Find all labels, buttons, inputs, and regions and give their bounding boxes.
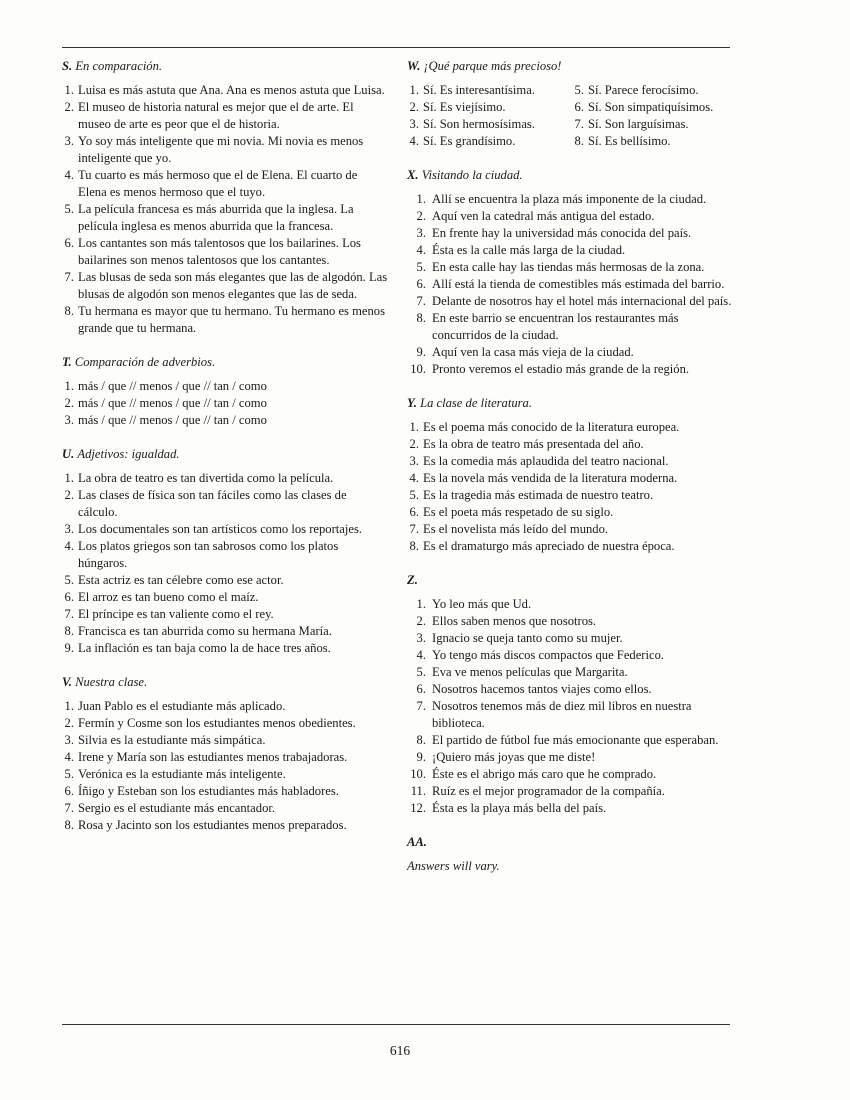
- item-number: 7.: [574, 117, 584, 131]
- list-item: [62, 623, 388, 640]
- item-text: Los cantantes son más talentosos que los bailarines. Los bailarines son menos talentosos que los cantantes.: [78, 236, 361, 267]
- item-text: La obra de teatro es tan divertida como la película.: [78, 471, 334, 485]
- item-text: Las clases de física son tan fáciles como las clases de cálculo.: [78, 488, 347, 519]
- item-text: Verónica es la estudiante más inteligente.: [78, 767, 286, 781]
- list-item: [407, 310, 737, 344]
- item-text: Aquí ven la catedral más antigua del estado.: [432, 209, 655, 223]
- item-number: 7.: [64, 270, 74, 284]
- item-number: 4.: [416, 243, 426, 257]
- answer-list: [407, 596, 737, 817]
- section-z: [407, 572, 737, 817]
- section-u: [62, 446, 388, 657]
- list-item: [407, 538, 737, 555]
- item-text: Los platos griegos son tan sabrosos como los platos húngaros.: [78, 539, 339, 570]
- item-text: Sí. Son hermosísimas.: [423, 117, 535, 131]
- item-text: La película francesa es más aburrida que la inglesa. La película inglesa es menos aburrida que la francesa.: [78, 202, 354, 233]
- item-number: 7.: [64, 801, 74, 815]
- list-item: [62, 817, 388, 834]
- item-number: 8.: [574, 134, 584, 148]
- list-item: [62, 589, 388, 606]
- list-item: [407, 259, 737, 276]
- item-text: Los documentales son tan artísticos como los reportajes.: [78, 522, 362, 536]
- section-title: ¡Qué parque más precioso!: [423, 59, 562, 73]
- item-text: En frente hay la universidad más conocida del país.: [432, 226, 692, 240]
- item-text: Ésta es la calle más larga de la ciudad.: [432, 243, 626, 257]
- item-number: 5.: [574, 83, 584, 97]
- item-text: Es el poeta más respetado de su siglo.: [423, 505, 614, 519]
- list-item: [407, 647, 737, 664]
- item-text: Sí. Es interesantísima.: [423, 83, 535, 97]
- item-number: 8.: [64, 624, 74, 638]
- list-item: [62, 800, 388, 817]
- right-column: [407, 58, 737, 892]
- item-number: 1.: [64, 471, 74, 485]
- list-item: [62, 783, 388, 800]
- list-item: [62, 749, 388, 766]
- bottom-rule: [62, 1024, 730, 1025]
- section-aa: [407, 834, 737, 875]
- list-item: [407, 276, 737, 293]
- item-text: Yo tengo más discos compactos que Federico.: [432, 648, 665, 662]
- answers-note: Answers will vary.: [407, 859, 500, 873]
- list-item: [62, 606, 388, 623]
- item-number: 2.: [416, 209, 426, 223]
- item-number: 7.: [416, 699, 426, 713]
- list-item: [407, 225, 737, 242]
- list-item: [407, 99, 572, 116]
- item-text: Luisa es más astuta que Ana. Ana es menos astuta que Luisa.: [78, 83, 385, 97]
- answer-list: [62, 378, 388, 429]
- item-number: 1.: [64, 83, 74, 97]
- item-number: 6.: [416, 682, 426, 696]
- page-number: 616: [389, 1043, 411, 1058]
- item-number: 9.: [416, 750, 426, 764]
- list-item: [572, 82, 737, 99]
- list-item: [407, 783, 737, 800]
- section-title: Visitando la ciudad.: [421, 168, 523, 182]
- answer-list: [62, 82, 388, 337]
- item-number: 12.: [410, 801, 426, 815]
- list-item: [407, 133, 572, 150]
- item-number: 8.: [416, 733, 426, 747]
- item-number: 3.: [409, 454, 419, 468]
- list-item: [407, 191, 737, 208]
- section-title: Adjetivos: igualdad.: [77, 447, 180, 461]
- section-heading: [407, 395, 737, 412]
- list-item: [62, 715, 388, 732]
- list-item: [407, 681, 737, 698]
- list-item: [407, 453, 737, 470]
- item-number: 1.: [409, 420, 419, 434]
- item-text: Aquí ven la casa más vieja de la ciudad.: [432, 345, 634, 359]
- item-number: 8.: [64, 304, 74, 318]
- item-text: Sí. Son simpatiquísimos.: [588, 100, 714, 114]
- item-text: Es el novelista más leído del mundo.: [423, 522, 609, 536]
- list-item: [62, 133, 388, 167]
- section-letter: T.: [62, 355, 72, 369]
- item-number: 11.: [410, 784, 426, 798]
- section-heading: [62, 674, 388, 691]
- section-title: La clase de literatura.: [420, 396, 532, 410]
- item-number: 5.: [64, 573, 74, 587]
- item-number: 5.: [416, 665, 426, 679]
- item-text: La inflación es tan baja como la de hace tres años.: [78, 641, 331, 655]
- section-letter: S.: [62, 59, 73, 73]
- list-item: [407, 344, 737, 361]
- list-item: [407, 698, 737, 732]
- list-item: [407, 419, 737, 436]
- item-number: 2.: [416, 614, 426, 628]
- section-letter: Y.: [407, 396, 417, 410]
- section-v: [62, 674, 388, 834]
- section-heading: [407, 167, 737, 184]
- item-number: 10.: [410, 362, 426, 376]
- item-number: 8.: [64, 818, 74, 832]
- list-item: [407, 664, 737, 681]
- list-item: [62, 167, 388, 201]
- item-text: En esta calle hay las tiendas más hermosas de la zona.: [432, 260, 705, 274]
- item-text: Sergio es el estudiante más encantador.: [78, 801, 276, 815]
- item-text: Ésta es la playa más bella del país.: [432, 801, 607, 815]
- item-number: 10.: [410, 767, 426, 781]
- list-item: [62, 378, 388, 395]
- item-text: Eva ve menos películas que Margarita.: [432, 665, 628, 679]
- section-heading: [407, 834, 737, 851]
- list-item: [407, 470, 737, 487]
- item-number: 3.: [64, 522, 74, 536]
- item-number: 6.: [409, 505, 419, 519]
- list-item: [572, 116, 737, 133]
- item-number: 3.: [416, 631, 426, 645]
- item-text: Ellos saben menos que nosotros.: [432, 614, 597, 628]
- section-letter: X.: [407, 168, 419, 182]
- list-item: [62, 235, 388, 269]
- answer-list: [407, 191, 737, 378]
- item-text: ¡Quiero más joyas que me diste!: [432, 750, 596, 764]
- list-item: [407, 487, 737, 504]
- item-number: 4.: [64, 168, 74, 182]
- item-number: 4.: [416, 648, 426, 662]
- item-number: 2.: [64, 396, 74, 410]
- section-title: Comparación de adverbios.: [74, 355, 216, 369]
- list-item: [407, 116, 572, 133]
- item-number: 4.: [64, 539, 74, 553]
- item-text: Es la comedia más aplaudida del teatro nacional.: [423, 454, 669, 468]
- item-text: Las blusas de seda son más elegantes que las de algodón. Las blusas de algodón son menos elegantes que las de seda.: [78, 270, 388, 301]
- item-text: Sí. Es viejísimo.: [423, 100, 506, 114]
- item-number: 7.: [64, 607, 74, 621]
- item-number: 1.: [416, 192, 426, 206]
- item-number: 4.: [64, 750, 74, 764]
- list-item: [62, 470, 388, 487]
- section-w-grid: [407, 82, 737, 150]
- section-letter: AA.: [407, 835, 427, 849]
- list-item: [407, 613, 737, 630]
- item-number: 4.: [409, 134, 419, 148]
- list-item: [407, 436, 737, 453]
- section-title: En comparación.: [75, 59, 163, 73]
- section-letter: V.: [62, 675, 72, 689]
- item-text: Es la obra de teatro más presentada del año.: [423, 437, 644, 451]
- list-item: [62, 99, 388, 133]
- list-item: [407, 630, 737, 647]
- item-text: más / que // menos / que // tan / como: [78, 413, 267, 427]
- item-number: 3.: [64, 134, 74, 148]
- item-text: Tu hermana es mayor que tu hermano. Tu hermano es menos grande que tu hermana.: [78, 304, 385, 335]
- section-w-list-left: [407, 82, 572, 150]
- section-letter: U.: [62, 447, 75, 461]
- item-number: 9.: [64, 641, 74, 655]
- item-number: 6.: [416, 277, 426, 291]
- item-text: Nosotros tenemos más de diez mil libros en nuestra biblioteca.: [432, 699, 692, 730]
- list-item: [62, 640, 388, 657]
- item-text: Delante de nosotros hay el hotel más internacional del país.: [432, 294, 732, 308]
- item-text: Yo soy más inteligente que mi novia. Mi novia es menos inteligente que yo.: [78, 134, 364, 165]
- item-text: Sí. Parece ferocísimo.: [588, 83, 699, 97]
- item-text: Es la novela más vendida de la literatura moderna.: [423, 471, 678, 485]
- item-text: Es la tragedia más estimada de nuestro teatro.: [423, 488, 654, 502]
- answer-list: [407, 419, 737, 555]
- item-number: 1.: [64, 699, 74, 713]
- item-number: 5.: [409, 488, 419, 502]
- item-number: 7.: [409, 522, 419, 536]
- item-text: Fermín y Cosme son los estudiantes menos obedientes.: [78, 716, 356, 730]
- item-number: 6.: [64, 784, 74, 798]
- item-number: 3.: [409, 117, 419, 131]
- list-item: [572, 99, 737, 116]
- item-number: 5.: [64, 202, 74, 216]
- right-sections: [407, 167, 737, 817]
- item-text: Es el poema más conocido de la literatura europea.: [423, 420, 680, 434]
- item-text: Allí se encuentra la plaza más imponente de la ciudad.: [432, 192, 707, 206]
- item-number: 3.: [64, 733, 74, 747]
- item-number: 2.: [409, 437, 419, 451]
- item-text: Allí está la tienda de comestibles más estimada del barrio.: [432, 277, 725, 291]
- item-number: 6.: [574, 100, 584, 114]
- item-text: Tu cuarto es más hermoso que el de Elena. El cuarto de Elena es menos hermoso que el tuyo.: [78, 168, 358, 199]
- item-text: Éste es el abrigo más caro que he comprado.: [432, 767, 657, 781]
- item-text: Sí. Es grandísimo.: [423, 134, 516, 148]
- item-text: Yo leo más que Ud.: [432, 597, 532, 611]
- list-item: [407, 732, 737, 749]
- list-item: [407, 749, 737, 766]
- section-heading: [62, 354, 388, 371]
- item-text: Irene y María son las estudiantes menos trabajadoras.: [78, 750, 348, 764]
- section-x: [407, 167, 737, 378]
- list-item: [407, 293, 737, 310]
- list-item: [407, 504, 737, 521]
- list-item: [62, 303, 388, 337]
- item-text: Esta actriz es tan célebre como ese actor.: [78, 573, 284, 587]
- list-item: [62, 521, 388, 538]
- section-heading: [62, 446, 388, 463]
- list-item: [407, 800, 737, 817]
- list-item: [407, 521, 737, 538]
- section-title: Nuestra clase.: [75, 675, 148, 689]
- list-item: [407, 242, 737, 259]
- list-item: [62, 732, 388, 749]
- list-item: [407, 766, 737, 783]
- item-number: 1.: [64, 379, 74, 393]
- item-number: 9.: [416, 345, 426, 359]
- item-text: Nosotros hacemos tantos viajes como ellos.: [432, 682, 652, 696]
- item-text: Juan Pablo es el estudiante más aplicado.: [78, 699, 286, 713]
- section-t: [62, 354, 388, 429]
- item-number: 6.: [64, 590, 74, 604]
- item-number: 5.: [416, 260, 426, 274]
- item-text: Íñigo y Esteban son los estudiantes más habladores.: [78, 784, 339, 798]
- item-text: Ruíz es el mejor programador de la compañía.: [432, 784, 665, 798]
- section-heading: [407, 572, 737, 589]
- list-item: [407, 82, 572, 99]
- list-item: [62, 412, 388, 429]
- item-number: 6.: [64, 236, 74, 250]
- list-item: [407, 596, 737, 613]
- item-number: 8.: [409, 539, 419, 553]
- item-text: Sí. Es bellísimo.: [588, 134, 671, 148]
- item-text: El príncipe es tan valiente como el rey.: [78, 607, 274, 621]
- section-letter: W.: [407, 59, 421, 73]
- item-text: Silvia es la estudiante más simpática.: [78, 733, 266, 747]
- list-item: [62, 487, 388, 521]
- list-item: [407, 361, 737, 378]
- section-w-list-right: [572, 82, 737, 150]
- item-text: El arroz es tan bueno como el maíz.: [78, 590, 259, 604]
- item-text: El partido de fútbol fue más emocionante que esperaban.: [432, 733, 719, 747]
- item-text: Rosa y Jacinto son los estudiantes menos preparados.: [78, 818, 347, 832]
- list-item: [62, 538, 388, 572]
- item-text: Es el dramaturgo más apreciado de nuestra época.: [423, 539, 675, 553]
- list-item: [62, 269, 388, 303]
- section-letter: Z.: [407, 573, 418, 587]
- section-s: [62, 58, 388, 337]
- item-text: Francisca es tan aburrida como su hermana María.: [78, 624, 332, 638]
- list-item: [62, 395, 388, 412]
- list-item: [407, 208, 737, 225]
- item-text: más / que // menos / que // tan / como: [78, 379, 267, 393]
- item-text: Ignacio se queja tanto como su mujer.: [432, 631, 623, 645]
- list-item: [62, 82, 388, 99]
- item-number: 1.: [409, 83, 419, 97]
- section-w: [407, 58, 737, 150]
- answer-list: [62, 470, 388, 657]
- top-rule: [62, 47, 730, 48]
- left-column: [62, 58, 388, 851]
- item-number: 2.: [64, 488, 74, 502]
- item-number: 5.: [64, 767, 74, 781]
- list-item: [62, 698, 388, 715]
- answer-list: [62, 698, 388, 834]
- section-y: [407, 395, 737, 555]
- item-text: El museo de historia natural es mejor que el de arte. El museo de arte es peor que el de historia.: [78, 100, 354, 131]
- list-item: [62, 766, 388, 783]
- item-text: En este barrio se encuentran los restaurantes más concurridos de la ciudad.: [432, 311, 679, 342]
- item-number: 2.: [64, 716, 74, 730]
- item-number: 1.: [416, 597, 426, 611]
- list-item: [62, 201, 388, 235]
- item-number: 8.: [416, 311, 426, 325]
- item-text: Sí. Son larguísimas.: [588, 117, 689, 131]
- item-number: 2.: [409, 100, 419, 114]
- item-text: Pronto veremos el estadio más grande de la región.: [432, 362, 690, 376]
- section-heading: [407, 58, 737, 75]
- item-number: 7.: [416, 294, 426, 308]
- section-heading: [62, 58, 388, 75]
- item-number: 3.: [64, 413, 74, 427]
- list-item: [62, 572, 388, 589]
- item-number: 2.: [64, 100, 74, 114]
- list-item: [572, 133, 737, 150]
- item-number: 4.: [409, 471, 419, 485]
- item-text: más / que // menos / que // tan / como: [78, 396, 267, 410]
- item-number: 3.: [416, 226, 426, 240]
